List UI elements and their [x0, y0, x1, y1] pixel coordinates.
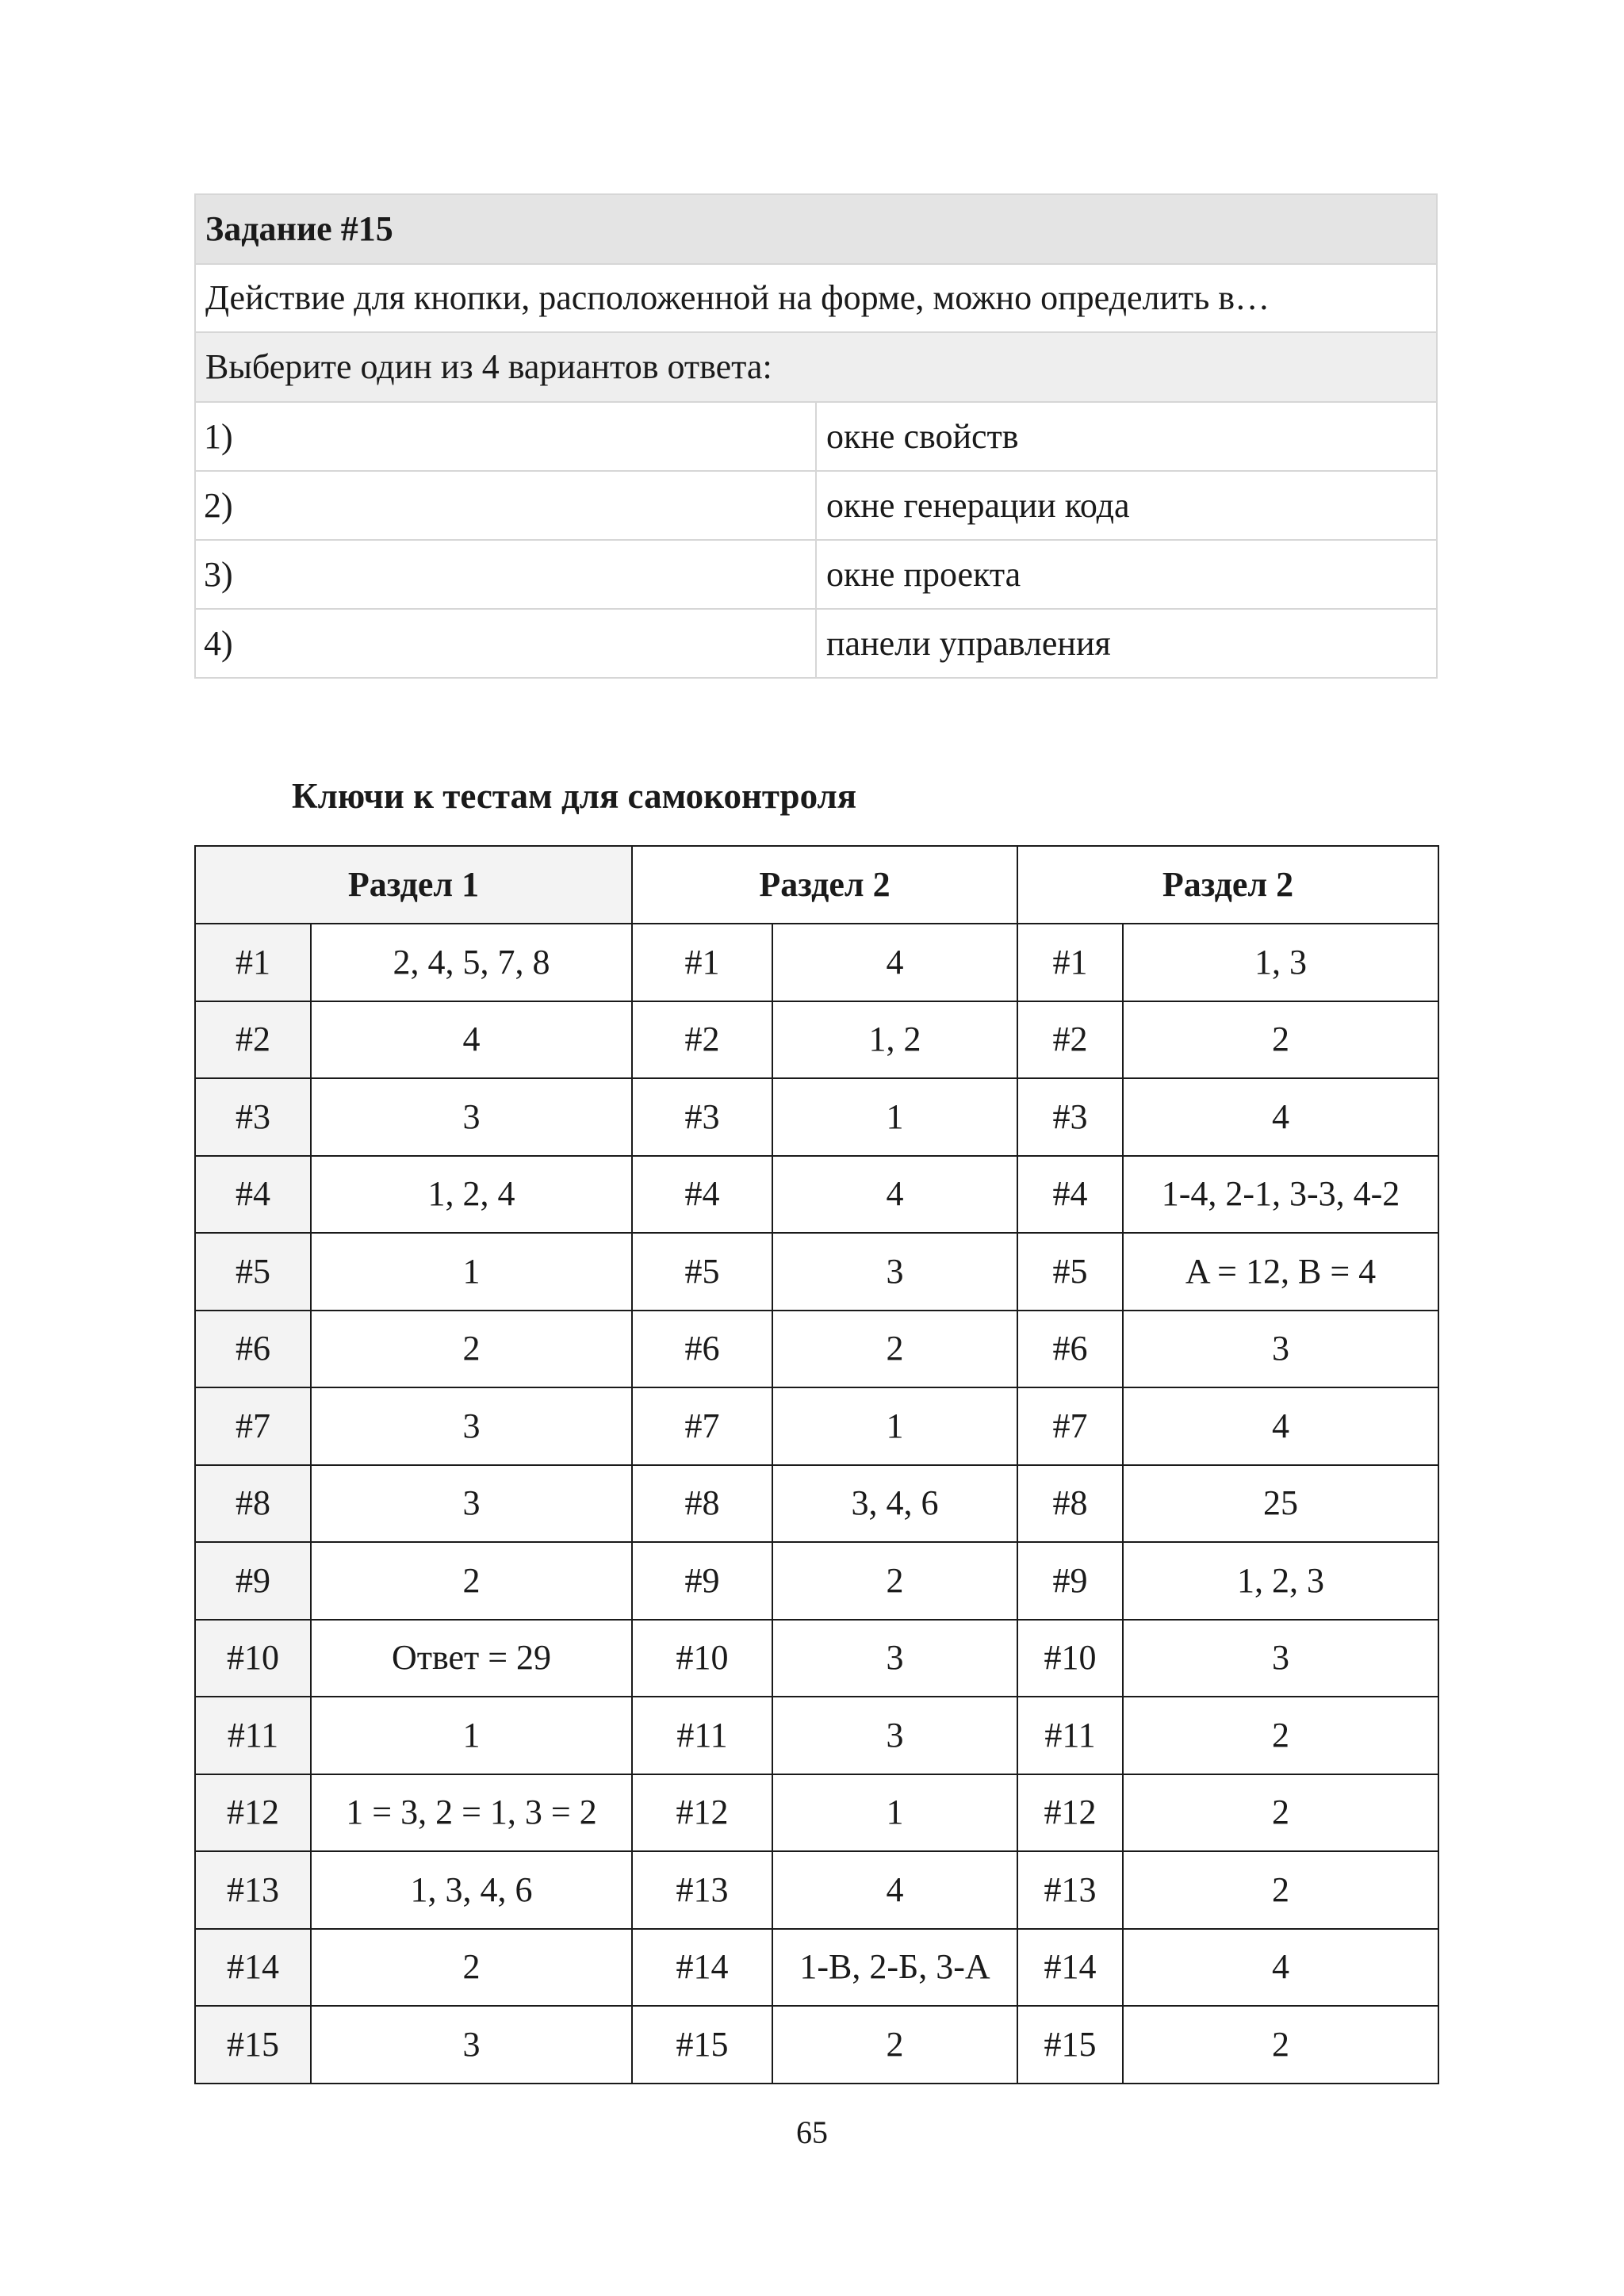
- answer-option: [195, 402, 1437, 471]
- answer-cell: 2: [772, 1311, 1017, 1388]
- answer-cell: 2: [772, 1542, 1017, 1620]
- question-number: #5: [1017, 1233, 1123, 1311]
- question-number: #14: [195, 1929, 311, 2007]
- answer-cell: 2: [1123, 1851, 1438, 1929]
- question-number: #1: [632, 924, 772, 1001]
- question-number: #3: [1017, 1078, 1123, 1156]
- answer-cell: 2, 4, 5, 7, 8: [311, 924, 632, 1001]
- question-number: #15: [195, 2006, 311, 2084]
- task-instruction: Выберите один из 4 вариантов ответа:: [195, 332, 1437, 402]
- answer-option: [195, 471, 1437, 540]
- question-number: #7: [1017, 1387, 1123, 1465]
- answer-cell: 3: [311, 2006, 632, 2084]
- question-number: #13: [632, 1851, 772, 1929]
- question-number: #4: [1017, 1156, 1123, 1234]
- table-row: [195, 1233, 1438, 1311]
- answer-cell: 1: [311, 1233, 632, 1311]
- question-number: #9: [195, 1542, 311, 1620]
- answer-cell: 1, 3: [1123, 924, 1438, 1001]
- answer-cell: 3: [1123, 1311, 1438, 1388]
- question-number: #2: [195, 1001, 311, 1079]
- table-row: [195, 1542, 1438, 1620]
- answer-option-text: панели управления: [816, 609, 1437, 678]
- question-number: #15: [1017, 2006, 1123, 2084]
- table-row: [195, 1620, 1438, 1697]
- question-number: #11: [632, 1697, 772, 1774]
- answer-cell: 3: [772, 1233, 1017, 1311]
- answer-cell: 1: [772, 1078, 1017, 1156]
- answer-option-text: окне проекта: [816, 540, 1437, 609]
- answer-option-number: 1): [195, 402, 816, 471]
- answer-cell: 3: [1123, 1620, 1438, 1697]
- question-number: #11: [195, 1697, 311, 1774]
- answer-cell: 2: [1123, 2006, 1438, 2084]
- answer-cell: 1, 2: [772, 1001, 1017, 1079]
- answer-cell: 1: [772, 1774, 1017, 1852]
- question-number: #9: [632, 1542, 772, 1620]
- table-row: [195, 2006, 1438, 2084]
- answer-cell: 1: [311, 1697, 632, 1774]
- task-question: Действие для кнопки, расположенной на форме, можно определить в…: [195, 264, 1437, 332]
- answer-cell: 4: [772, 1851, 1017, 1929]
- page-number: 65: [796, 2114, 828, 2150]
- section-header: Раздел 1: [195, 846, 632, 924]
- answer-cell: 2: [1123, 1697, 1438, 1774]
- answer-cell: 3: [772, 1620, 1017, 1697]
- answer-cell: 4: [1123, 1387, 1438, 1465]
- answer-cell: 1 = 3, 2 = 1, 3 = 2: [311, 1774, 632, 1852]
- answer-cell: 3: [311, 1078, 632, 1156]
- question-number: #12: [1017, 1774, 1123, 1852]
- question-number: #8: [1017, 1465, 1123, 1543]
- table-row: [195, 1001, 1438, 1079]
- task-instruction-row: [195, 332, 1437, 402]
- keys-heading: Ключи к тестам для самоконтроля: [292, 776, 857, 816]
- question-number: #15: [632, 2006, 772, 2084]
- table-row: [195, 1156, 1438, 1234]
- question-number: #1: [1017, 924, 1123, 1001]
- answer-cell: 3: [772, 1697, 1017, 1774]
- keys-body: [195, 924, 1438, 2084]
- keys-header-row: [195, 846, 1438, 924]
- answer-cell: 3, 4, 6: [772, 1465, 1017, 1543]
- table-row: [195, 1387, 1438, 1465]
- table-row: [195, 1465, 1438, 1543]
- question-number: #6: [632, 1311, 772, 1388]
- question-number: #5: [195, 1233, 311, 1311]
- question-number: #4: [632, 1156, 772, 1234]
- question-number: #12: [195, 1774, 311, 1852]
- question-number: #9: [1017, 1542, 1123, 1620]
- section-header: Раздел 2: [1017, 846, 1438, 924]
- answer-cell: 2: [772, 2006, 1017, 2084]
- question-number: #13: [1017, 1851, 1123, 1929]
- task-table: [194, 193, 1438, 679]
- table-row: [195, 1078, 1438, 1156]
- question-number: #6: [1017, 1311, 1123, 1388]
- question-number: #1: [195, 924, 311, 1001]
- answer-cell: 1, 2, 4: [311, 1156, 632, 1234]
- answer-cell: A = 12, B = 4: [1123, 1233, 1438, 1311]
- question-number: #11: [1017, 1697, 1123, 1774]
- answer-cell: 25: [1123, 1465, 1438, 1543]
- section-header: Раздел 2: [632, 846, 1017, 924]
- question-number: #4: [195, 1156, 311, 1234]
- table-row: [195, 924, 1438, 1001]
- table-row: [195, 1697, 1438, 1774]
- answer-cell: Ответ = 29: [311, 1620, 632, 1697]
- answer-keys-table: [194, 845, 1439, 2084]
- question-number: #14: [1017, 1929, 1123, 2007]
- table-row: [195, 1929, 1438, 2007]
- question-number: #8: [632, 1465, 772, 1543]
- answer-cell: 4: [1123, 1078, 1438, 1156]
- answer-option: [195, 609, 1437, 678]
- answer-cell: 3: [311, 1465, 632, 1543]
- question-number: #12: [632, 1774, 772, 1852]
- answer-cell: 2: [1123, 1001, 1438, 1079]
- answer-cell: 4: [772, 1156, 1017, 1234]
- answer-option-number: 2): [195, 471, 816, 540]
- question-number: #2: [632, 1001, 772, 1079]
- answer-cell: 1-В, 2-Б, 3-А: [772, 1929, 1017, 2007]
- answer-cell: 3: [311, 1387, 632, 1465]
- task-title-row: [195, 194, 1437, 264]
- answer-cell: 1, 2, 3: [1123, 1542, 1438, 1620]
- answer-option-number: 4): [195, 609, 816, 678]
- answer-cell: 4: [772, 924, 1017, 1001]
- table-row: [195, 1311, 1438, 1388]
- question-number: #14: [632, 1929, 772, 2007]
- answer-cell: 2: [311, 1311, 632, 1388]
- answer-cell: 1: [772, 1387, 1017, 1465]
- question-number: #10: [1017, 1620, 1123, 1697]
- answer-cell: 2: [1123, 1774, 1438, 1852]
- table-row: [195, 1774, 1438, 1852]
- answer-option-number: 3): [195, 540, 816, 609]
- task-question-row: [195, 264, 1437, 332]
- answer-option-text: окне генерации кода: [816, 471, 1437, 540]
- answer-cell: 1-4, 2-1, 3-3, 4-2: [1123, 1156, 1438, 1234]
- question-number: #3: [632, 1078, 772, 1156]
- question-number: #10: [195, 1620, 311, 1697]
- answer-cell: 4: [311, 1001, 632, 1079]
- answer-cell: 2: [311, 1929, 632, 2007]
- answer-option-text: окне свойств: [816, 402, 1437, 471]
- question-number: #2: [1017, 1001, 1123, 1079]
- answer-cell: 1, 3, 4, 6: [311, 1851, 632, 1929]
- question-number: #3: [195, 1078, 311, 1156]
- answer-cell: 4: [1123, 1929, 1438, 2007]
- answer-cell: 2: [311, 1542, 632, 1620]
- table-row: [195, 1851, 1438, 1929]
- question-number: #8: [195, 1465, 311, 1543]
- question-number: #7: [632, 1387, 772, 1465]
- question-number: #6: [195, 1311, 311, 1388]
- task-title: Задание #15: [195, 194, 1437, 264]
- question-number: #13: [195, 1851, 311, 1929]
- answer-option: [195, 540, 1437, 609]
- question-number: #10: [632, 1620, 772, 1697]
- question-number: #5: [632, 1233, 772, 1311]
- question-number: #7: [195, 1387, 311, 1465]
